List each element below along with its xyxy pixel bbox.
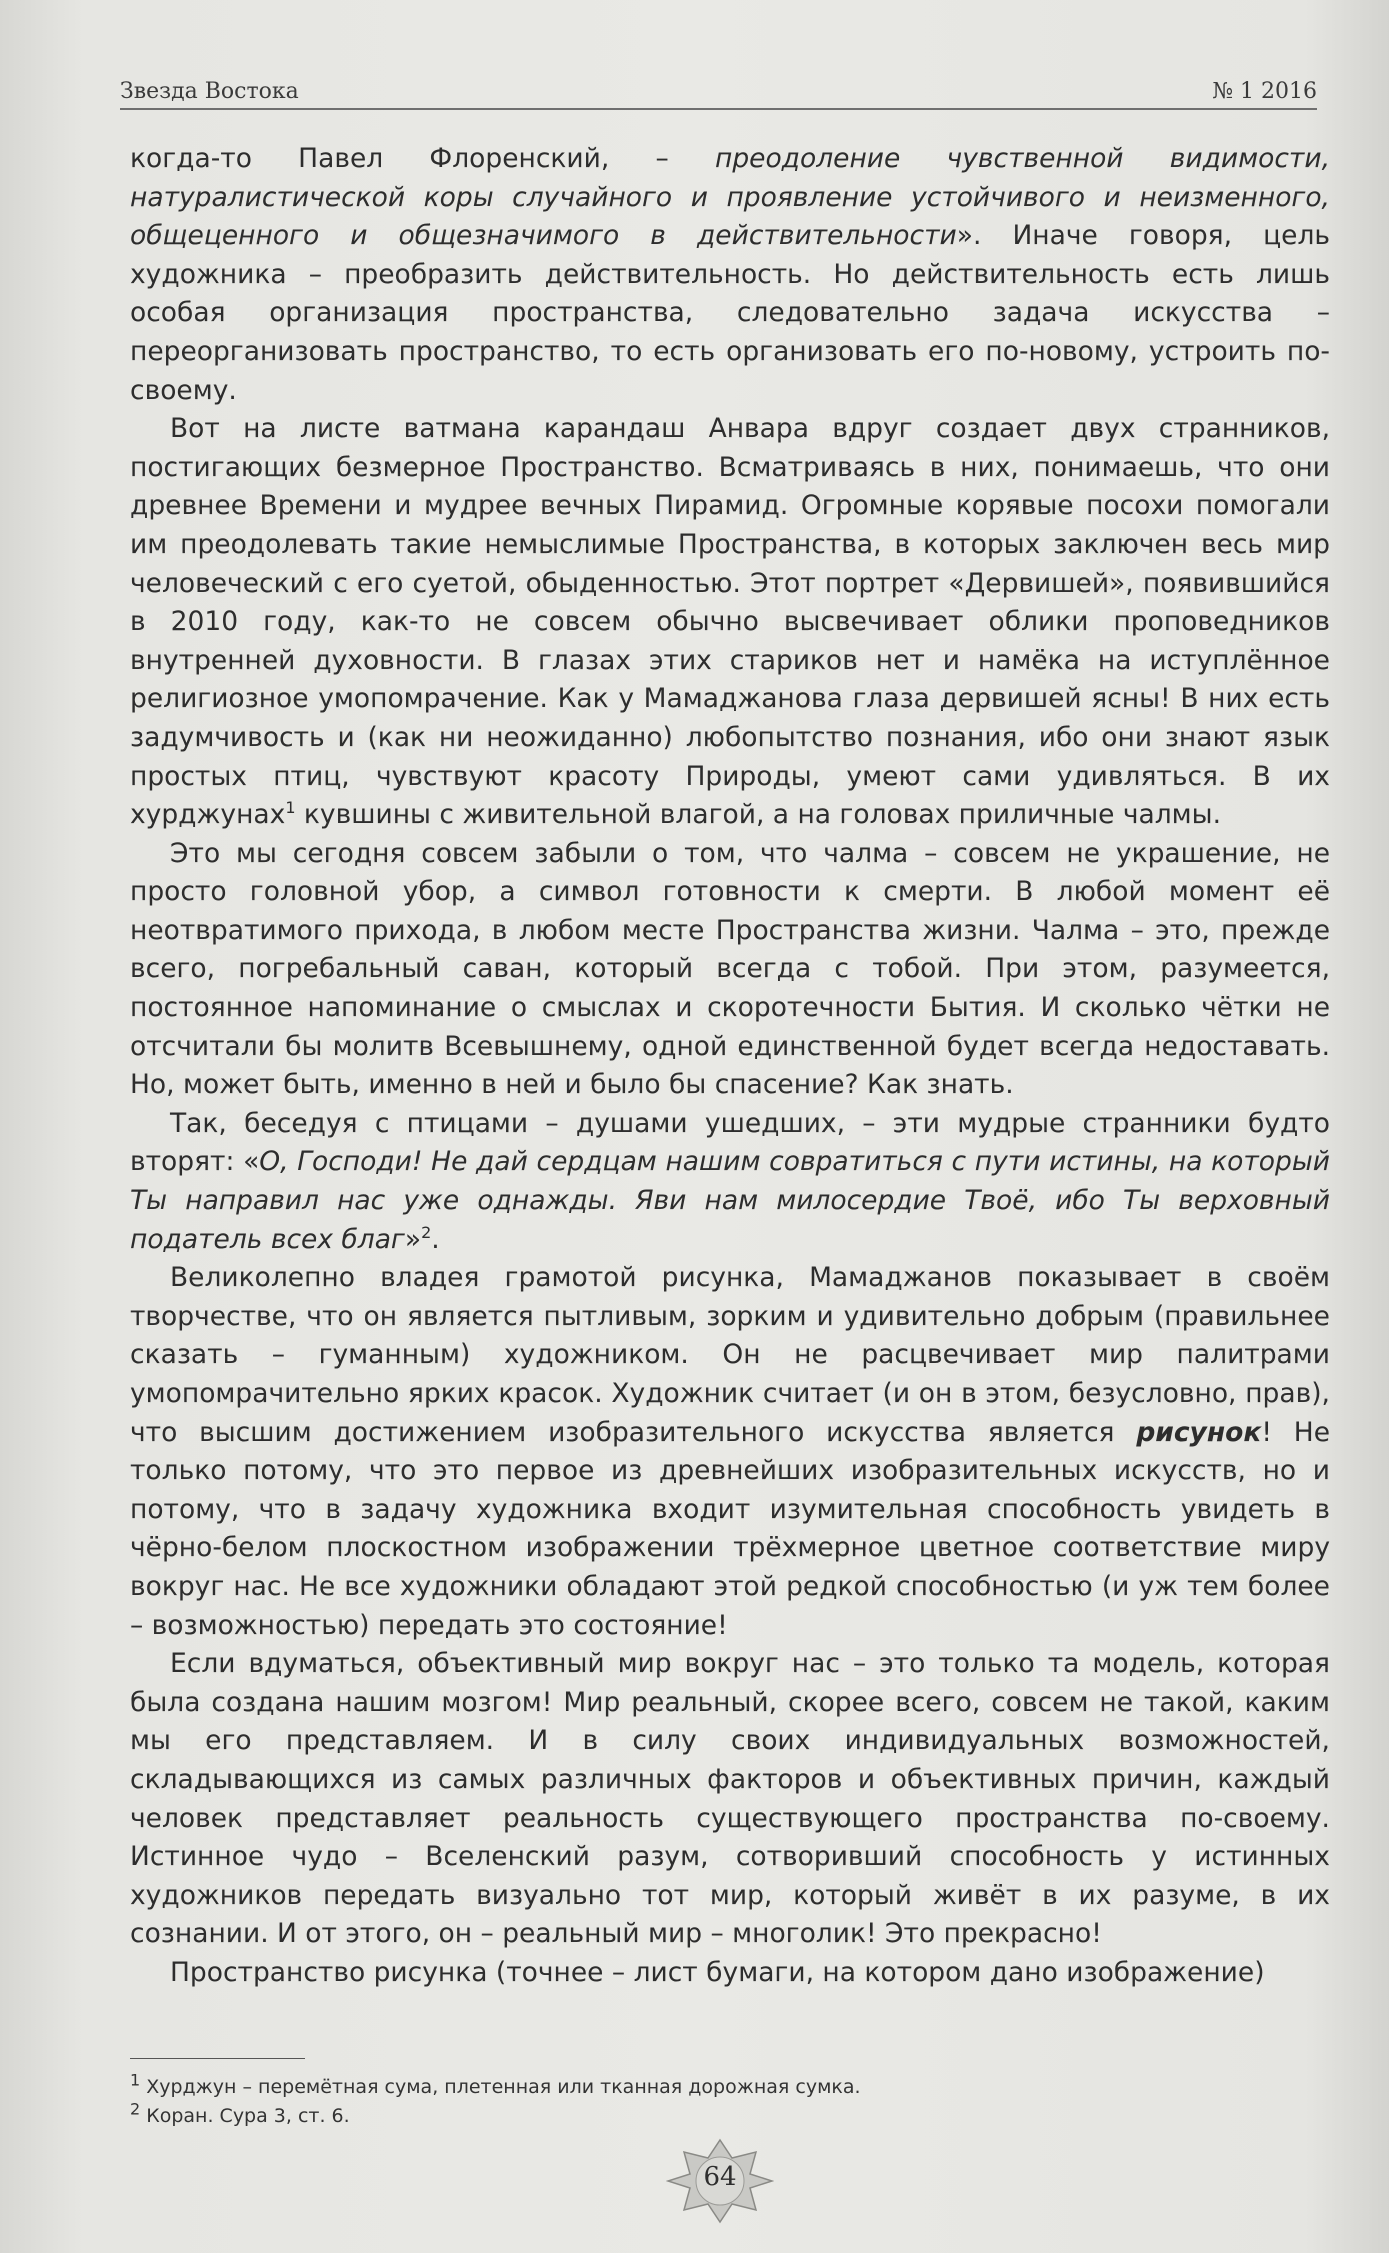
text-run: кувшины с живительной влагой, а на головах приличные чалмы. <box>295 799 1222 831</box>
text-run: Это мы сегодня совсем забыли о том, что чалма – совсем не украшение, не просто головной убор, а символ готовности к смерти. В любой момент её неотвратимого прихода, в любом месте Пространства жизни. Чалма – это, прежде всего, погребальный саван, который всегда с тобой. При этом, разумеется, постоянное напоминание о смыслах и скоротечности Бытия. И сколько чётки не отсчитали бы молитв Всевышнему, одной единственной будет всегда недоставать. Но, может быть, именно в ней и было бы спасение? Как знать. <box>130 837 1330 1101</box>
paragraph <box>130 1105 1330 1259</box>
text-run: Если вдуматься, объективный мир вокруг нас – это только та модель, которая была создана нашим мозгом! Мир реальный, скорее всего, совсем не такой, каким мы его представляем. И в силу своих индивидуальных возможностей, складывающихся из самых различных факторов и объективных причин, каждый человек представляет реальность существующего пространства по-своему. Истинное чудо – Вселенский разум, сотворивший способность у истинных художников передать визуально тот мир, который живёт в их разуме, в их сознании. И от этого, он – реальный мир – многолик! Это прекрасно! <box>130 1648 1330 1950</box>
text-run: когда-то Павел Флоренский, – <box>130 143 716 174</box>
footnote-reference: 1 <box>285 798 296 818</box>
paragraph <box>130 1645 1330 1954</box>
footnote-text: Коран. Сура 3, ст. 6. <box>140 2105 350 2127</box>
page-number-badge <box>666 2138 774 2224</box>
italic-quote: преодоление чувственной видимости, натуралистической коры случайного и проявление устойчивого и неизменного, общеценного и общезначимого в действительности <box>130 143 1331 252</box>
footnote-1 <box>130 2070 1330 2102</box>
footnote-rule <box>130 2058 305 2059</box>
running-header <box>120 70 1317 110</box>
text-run: ! Не только потому, что это первое из древнейших изобразительных искусств, но и потому, что в задачу художника входит изумительная способность увидеть в чёрно-белом плоскостном изображении трёхмерное цветное соответствие миру вокруг нас. Не все художники обладают этой редкой способностью (и уж тем более – возможностью) передать это состояние! <box>130 1416 1331 1641</box>
emphasis: рисунок <box>1136 1416 1262 1448</box>
footnote-text: Хурджун – перемётная сума, плетенная или тканная дорожная сумка. <box>140 2076 861 2098</box>
text-run: Пространство рисунка (точнее – лист бумаги, на котором дано изображение) <box>170 1956 1265 1988</box>
article-body <box>130 140 1330 1993</box>
text-run: » <box>404 1223 422 1255</box>
text-run: Великолепно владея грамотой рисунка, Мамаджанов показывает в своём творчестве, что он является пытливым, зорким и удивительно добрым (правильнее сказать – гуманным) художником. Он не расцвечивает мир палитрами умопомрачительно ярких красок. Художник считает (и он в этом, безусловно, прав), что высшим достижением изобразительного искусства является <box>130 1262 1330 1448</box>
text-run: Вот на листе ватмана карандаш Анвара вдруг создает двух странников, постигающих безмерное Пространство. Всматриваясь в них, понимаешь, что они древнее Времени и мудрее вечных Пирамид. Огромные корявые посохи помогали им преодолевать такие немыслимые Пространства, в которых заключен весь мир человеческий с его суетой, обыденностью. Этот портрет «Дервишей», появившийся в 2010 году, как-то не совсем обычно высвечивает облики проповедников внутренней духовности. В глазах этих стариков нет и намёка на иступлённое религиозное умопомрачение. Как у Мамаджанова глаза дервишей ясны! В них есть задумчивость и (как ни неожиданно) любопытство познания, ибо они знают язык простых птиц, чувствуют красоту Природы, умеют сами удивляться. В их хурджунах <box>130 413 1330 831</box>
paragraph <box>130 410 1330 835</box>
italic-quote: О, Господи! Не дай сердцам нашим совратиться с пути истины, на который Ты направил нас уже однажды. Яви нам милосердие Твоё, ибо Ты верховный податель всех благ <box>130 1146 1330 1255</box>
footnotes <box>130 2058 1330 2131</box>
footnote-mark: 1 <box>130 2070 141 2090</box>
text-run: Так, беседуя с птицами – душами ушедших, – эти мудрые странники будто вторят: « <box>130 1107 1330 1178</box>
footnote-reference: 2 <box>421 1222 432 1242</box>
paragraph <box>130 140 1330 410</box>
text-run: . <box>431 1223 440 1255</box>
footnote-2 <box>130 2099 1330 2131</box>
paragraph <box>130 835 1330 1105</box>
paragraph <box>130 1954 1330 1993</box>
page-number: 64 <box>703 2162 737 2192</box>
issue-number: № 1 2016 <box>1212 79 1317 104</box>
paragraph <box>130 1259 1330 1645</box>
footnote-mark: 2 <box>130 2099 141 2119</box>
text-run: ». Иначе говоря, цель художника – преобразить действительность. Но действительность есть лишь особая организация пространства, следовательно задача искусства – переорганизовать пространство, то есть организовать его по-новому, устроить по-своему. <box>130 220 1330 406</box>
journal-title: Звезда Востока <box>120 79 299 104</box>
